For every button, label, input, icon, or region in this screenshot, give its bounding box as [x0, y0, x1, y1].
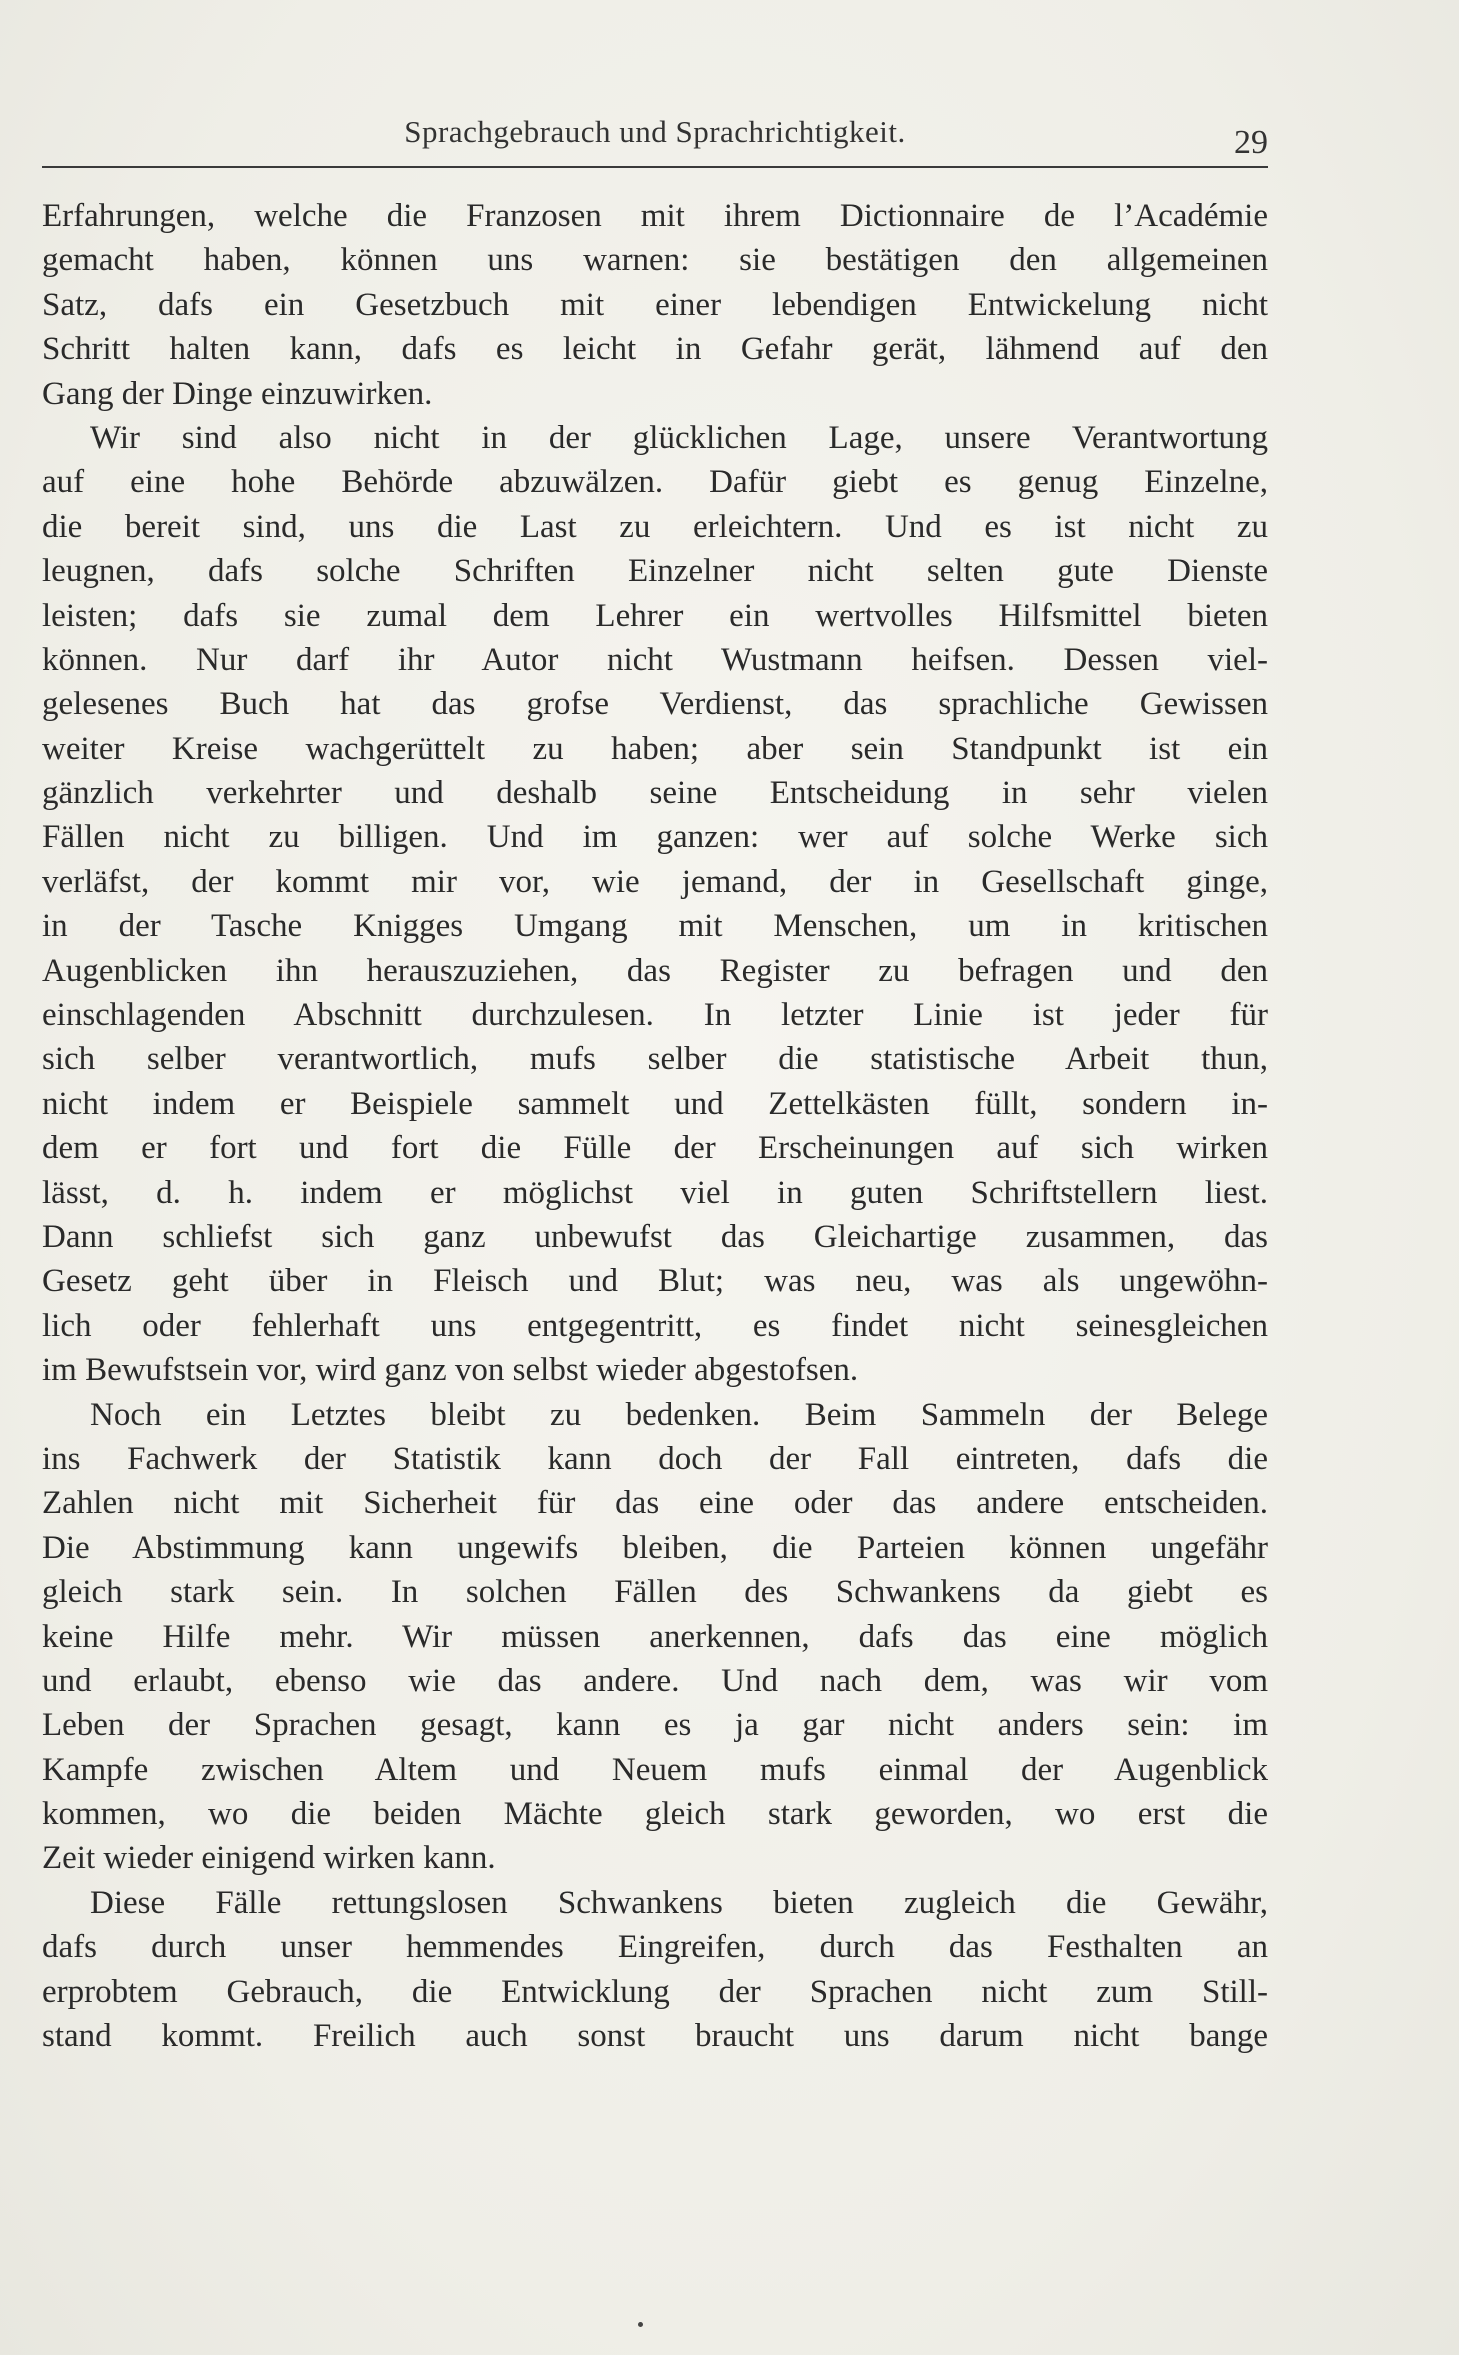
text-line: kommen, wo die beiden Mächte gleich stark geworden, wo erst die: [42, 1796, 1268, 1833]
text-line: Schritt halten kann, dafs es leicht in Gefahr gerät, lähmend auf den: [42, 331, 1268, 368]
text-line: gleich stark sein. In solchen Fällen des Schwankens da giebt es: [42, 1574, 1268, 1611]
text-line: weiter Kreise wachgerüttelt zu haben; aber sein Standpunkt ist ein: [42, 730, 1268, 767]
text-line: Gesetz geht über in Fleisch und Blut; was neu, was als ungewöhn-: [42, 1263, 1268, 1300]
text-line: in der Tasche Knigges Umgang mit Menschen, um in kritischen: [42, 908, 1268, 945]
text-line: dem er fort und fort die Fülle der Erscheinungen auf sich wirken: [42, 1130, 1268, 1167]
text-line: Fällen nicht zu billigen. Und im ganzen: wer auf solche Werke sich: [42, 819, 1268, 856]
text-line: leisten; dafs sie zumal dem Lehrer ein wertvolles Hilfsmittel bieten: [42, 597, 1268, 634]
text-line: verläfst, der kommt mir vor, wie jemand, der in Gesellschaft ginge,: [42, 863, 1268, 900]
text-line: lich oder fehlerhaft uns entgegentritt, es findet nicht seinesgleichen: [42, 1307, 1268, 1344]
text-line: sich selber verantwortlich, mufs selber die statistische Arbeit thun,: [42, 1041, 1268, 1078]
text-line: auf eine hohe Behörde abzuwälzen. Dafür giebt es genug Einzelne,: [42, 464, 1268, 501]
text-line: Gang der Dinge einzuwirken.: [42, 375, 433, 412]
text-line: Satz, dafs ein Gesetzbuch mit einer lebendigen Entwickelung nicht: [42, 286, 1268, 323]
text-line: leugnen, dafs solche Schriften Einzelner nicht selten gute Dienste: [42, 553, 1268, 590]
text-line: Zeit wieder einigend wirken kann.: [42, 1840, 496, 1877]
text-line: erprobtem Gebrauch, die Entwicklung der Sprachen nicht zum Still-: [42, 1973, 1268, 2010]
text-line: Noch ein Letztes bleibt zu bedenken. Beim Sammeln der Belege: [90, 1396, 1268, 1433]
text-line: nicht indem er Beispiele sammelt und Zettelkästen füllt, sondern in-: [42, 1085, 1268, 1122]
page-number: 29: [1234, 124, 1268, 161]
text-line: Wir sind also nicht in der glücklichen Lage, unsere Verantwortung: [90, 419, 1268, 456]
text-line: Leben der Sprachen gesagt, kann es ja gar nicht anders sein: im: [42, 1707, 1268, 1744]
body-text: [42, 194, 1268, 2058]
text-line: Zahlen nicht mit Sicherheit für das eine oder das andere entscheiden.: [42, 1485, 1268, 1522]
text-line: lässt, d. h. indem er möglichst viel in guten Schriftstellern liest.: [42, 1174, 1268, 1211]
paper-speck: [638, 2322, 643, 2327]
text-line: gemacht haben, können uns warnen: sie bestätigen den allgemeinen: [42, 242, 1268, 279]
text-line: die bereit sind, uns die Last zu erleichtern. Und es ist nicht zu: [42, 508, 1268, 545]
text-line: Die Abstimmung kann ungewifs bleiben, die Parteien können ungefähr: [42, 1529, 1268, 1566]
text-line: gelesenes Buch hat das grofse Verdienst, das sprachliche Gewissen: [42, 686, 1268, 723]
text-line: einschlagenden Abschnitt durchzulesen. In letzter Linie ist jeder für: [42, 997, 1268, 1034]
running-title: Sprachgebrauch und Sprachrichtigkeit.: [404, 114, 906, 149]
text-line: dafs durch unser hemmendes Eingreifen, durch das Festhalten an: [42, 1929, 1268, 1966]
text-line: und erlaubt, ebenso wie das andere. Und nach dem, was wir vom: [42, 1662, 1268, 1699]
text-line: Erfahrungen, welche die Franzosen mit ihrem Dictionnaire de l’Académie: [42, 198, 1268, 234]
text-line: Diese Fälle rettungslosen Schwankens bieten zugleich die Gewähr,: [90, 1884, 1268, 1921]
text-line: im Bewufstsein vor, wird ganz von selbst wieder abgestofsen.: [42, 1352, 859, 1389]
text-line: keine Hilfe mehr. Wir müssen anerkennen, dafs das eine möglich: [42, 1618, 1268, 1655]
text-line: Dann schliefst sich ganz unbewufst das Gleichartige zusammen, das: [42, 1218, 1268, 1255]
text-line: gänzlich verkehrter und deshalb seine Entscheidung in sehr vielen: [42, 775, 1268, 812]
text-line: Kampfe zwischen Altem und Neuem mufs einmal der Augenblick: [42, 1751, 1268, 1788]
page-header: [42, 110, 1268, 168]
text-line: ins Fachwerk der Statistik kann doch der Fall eintreten, dafs die: [42, 1440, 1268, 1477]
text-line: Augenblicken ihn herauszuziehen, das Register zu befragen und den: [42, 952, 1268, 989]
text-line: können. Nur darf ihr Autor nicht Wustmann heifsen. Dessen viel-: [42, 641, 1268, 678]
text-line: stand kommt. Freilich auch sonst braucht uns darum nicht bange: [42, 2018, 1268, 2055]
